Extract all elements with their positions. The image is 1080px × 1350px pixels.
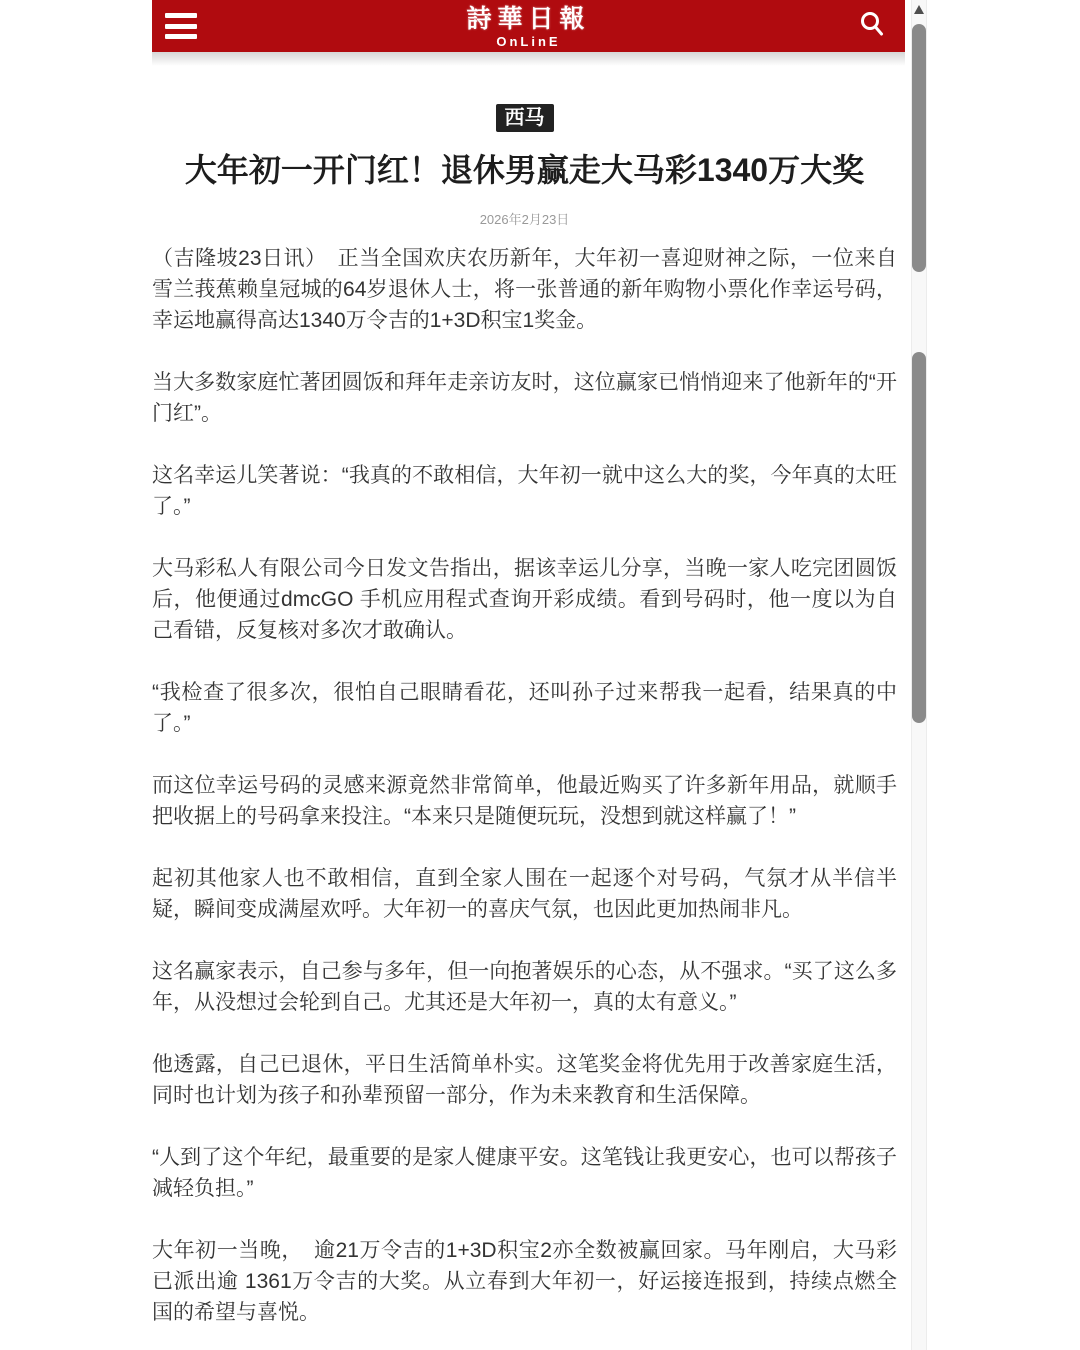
- article-body: [152, 243, 897, 1328]
- article-paragraph: （吉隆坡23日讯） 正当全国欢庆农历新年，大年初一喜迎财神之际，一位来自雪兰莪蕉赖皇冠城的64岁退休人士，将一张普通的新年购物小票化作幸运号码，幸运地赢得高达1340万令吉的1+3D积宝1奖金。: [152, 247, 897, 332]
- article-paragraph: “我检查了很多次，很怕自己眼睛看花，还叫孙子过来帮我一起看，结果真的中了。”: [152, 681, 897, 735]
- site-logo-title: 詩華日報: [466, 4, 591, 33]
- content-column: [152, 0, 905, 1350]
- article-paragraph: 当大多数家庭忙著团圆饭和拜年走亲访友时，这位赢家已悄悄迎来了他新年的“开门红”。: [152, 371, 897, 425]
- scrollbar-thumb-lower[interactable]: [912, 352, 926, 723]
- menu-button[interactable]: [165, 13, 197, 39]
- header-shadow: [152, 52, 905, 66]
- search-icon: [859, 10, 885, 38]
- article-date: 2026年2月23日: [479, 212, 570, 227]
- site-logo[interactable]: [466, 4, 591, 49]
- scroll-up-arrow-icon[interactable]: [914, 5, 924, 14]
- article-paragraph: 而这位幸运号码的灵感来源竟然非常简单，他最近购买了许多新年用品，就顺手把收据上的号码拿来投注。“本来只是随便玩玩，没想到就这样赢了！”: [152, 774, 897, 828]
- category-row: [152, 104, 897, 132]
- article-title: 大年初一开门红！退休男赢走大马彩1340万大奖: [184, 152, 865, 188]
- hamburger-icon: [165, 34, 197, 39]
- article-paragraph: 他透露，自己已退休，平日生活简单朴实。这笔奖金将优先用于改善家庭生活，同时也计划为孩子和孙辈预留一部分，作为未来教育和生活保障。: [152, 1053, 897, 1107]
- article-paragraph: 这名赢家表示，自己参与多年，但一向抱著娱乐的心态，从不强求。“买了这么多年，从没想过会轮到自己。尤其还是大年初一，真的太有意义。”: [152, 960, 897, 1014]
- search-button[interactable]: [859, 10, 885, 38]
- article-paragraph: 大年初一当晚， 逾21万令吉的1+3D积宝2亦全数被赢回家。马年刚启，大马彩已派出逾 1361万令吉的大奖。从立春到大年初一，好运接连报到，持续点燃全国的希望与喜悦。: [152, 1239, 897, 1324]
- site-logo-subtitle: OnLinE: [496, 33, 561, 49]
- article-paragraph: 这名幸运儿笑著说：“我真的不敢相信，大年初一就中这么大的奖，今年真的太旺了。”: [152, 464, 897, 518]
- hamburger-icon: [165, 13, 197, 18]
- top-bar: [152, 0, 905, 52]
- scrollbar-thumb-upper[interactable]: [912, 24, 926, 272]
- category-badge[interactable]: 西马: [496, 104, 554, 132]
- article-paragraph: 起初其他家人也不敢相信，直到全家人围在一起逐个对号码，气氛才从半信半疑，瞬间变成满屋欢呼。大年初一的喜庆气氛，也因此更加热闹非凡。: [152, 867, 897, 921]
- article-paragraph: 大马彩私人有限公司今日发文告指出，据该幸运儿分享，当晚一家人吃完团圆饭后，他便通过dmcGO 手机应用程式查询开彩成绩。看到号码时，他一度以为自己看错，反复核对多次才敢确认。: [152, 557, 897, 642]
- article-paragraph: “人到了这个年纪，最重要的是家人健康平安。这笔钱让我更安心，也可以帮孩子减轻负担。”: [152, 1146, 897, 1200]
- scrollbar[interactable]: [911, 0, 927, 1350]
- article: [152, 104, 905, 1328]
- hamburger-icon: [165, 24, 197, 29]
